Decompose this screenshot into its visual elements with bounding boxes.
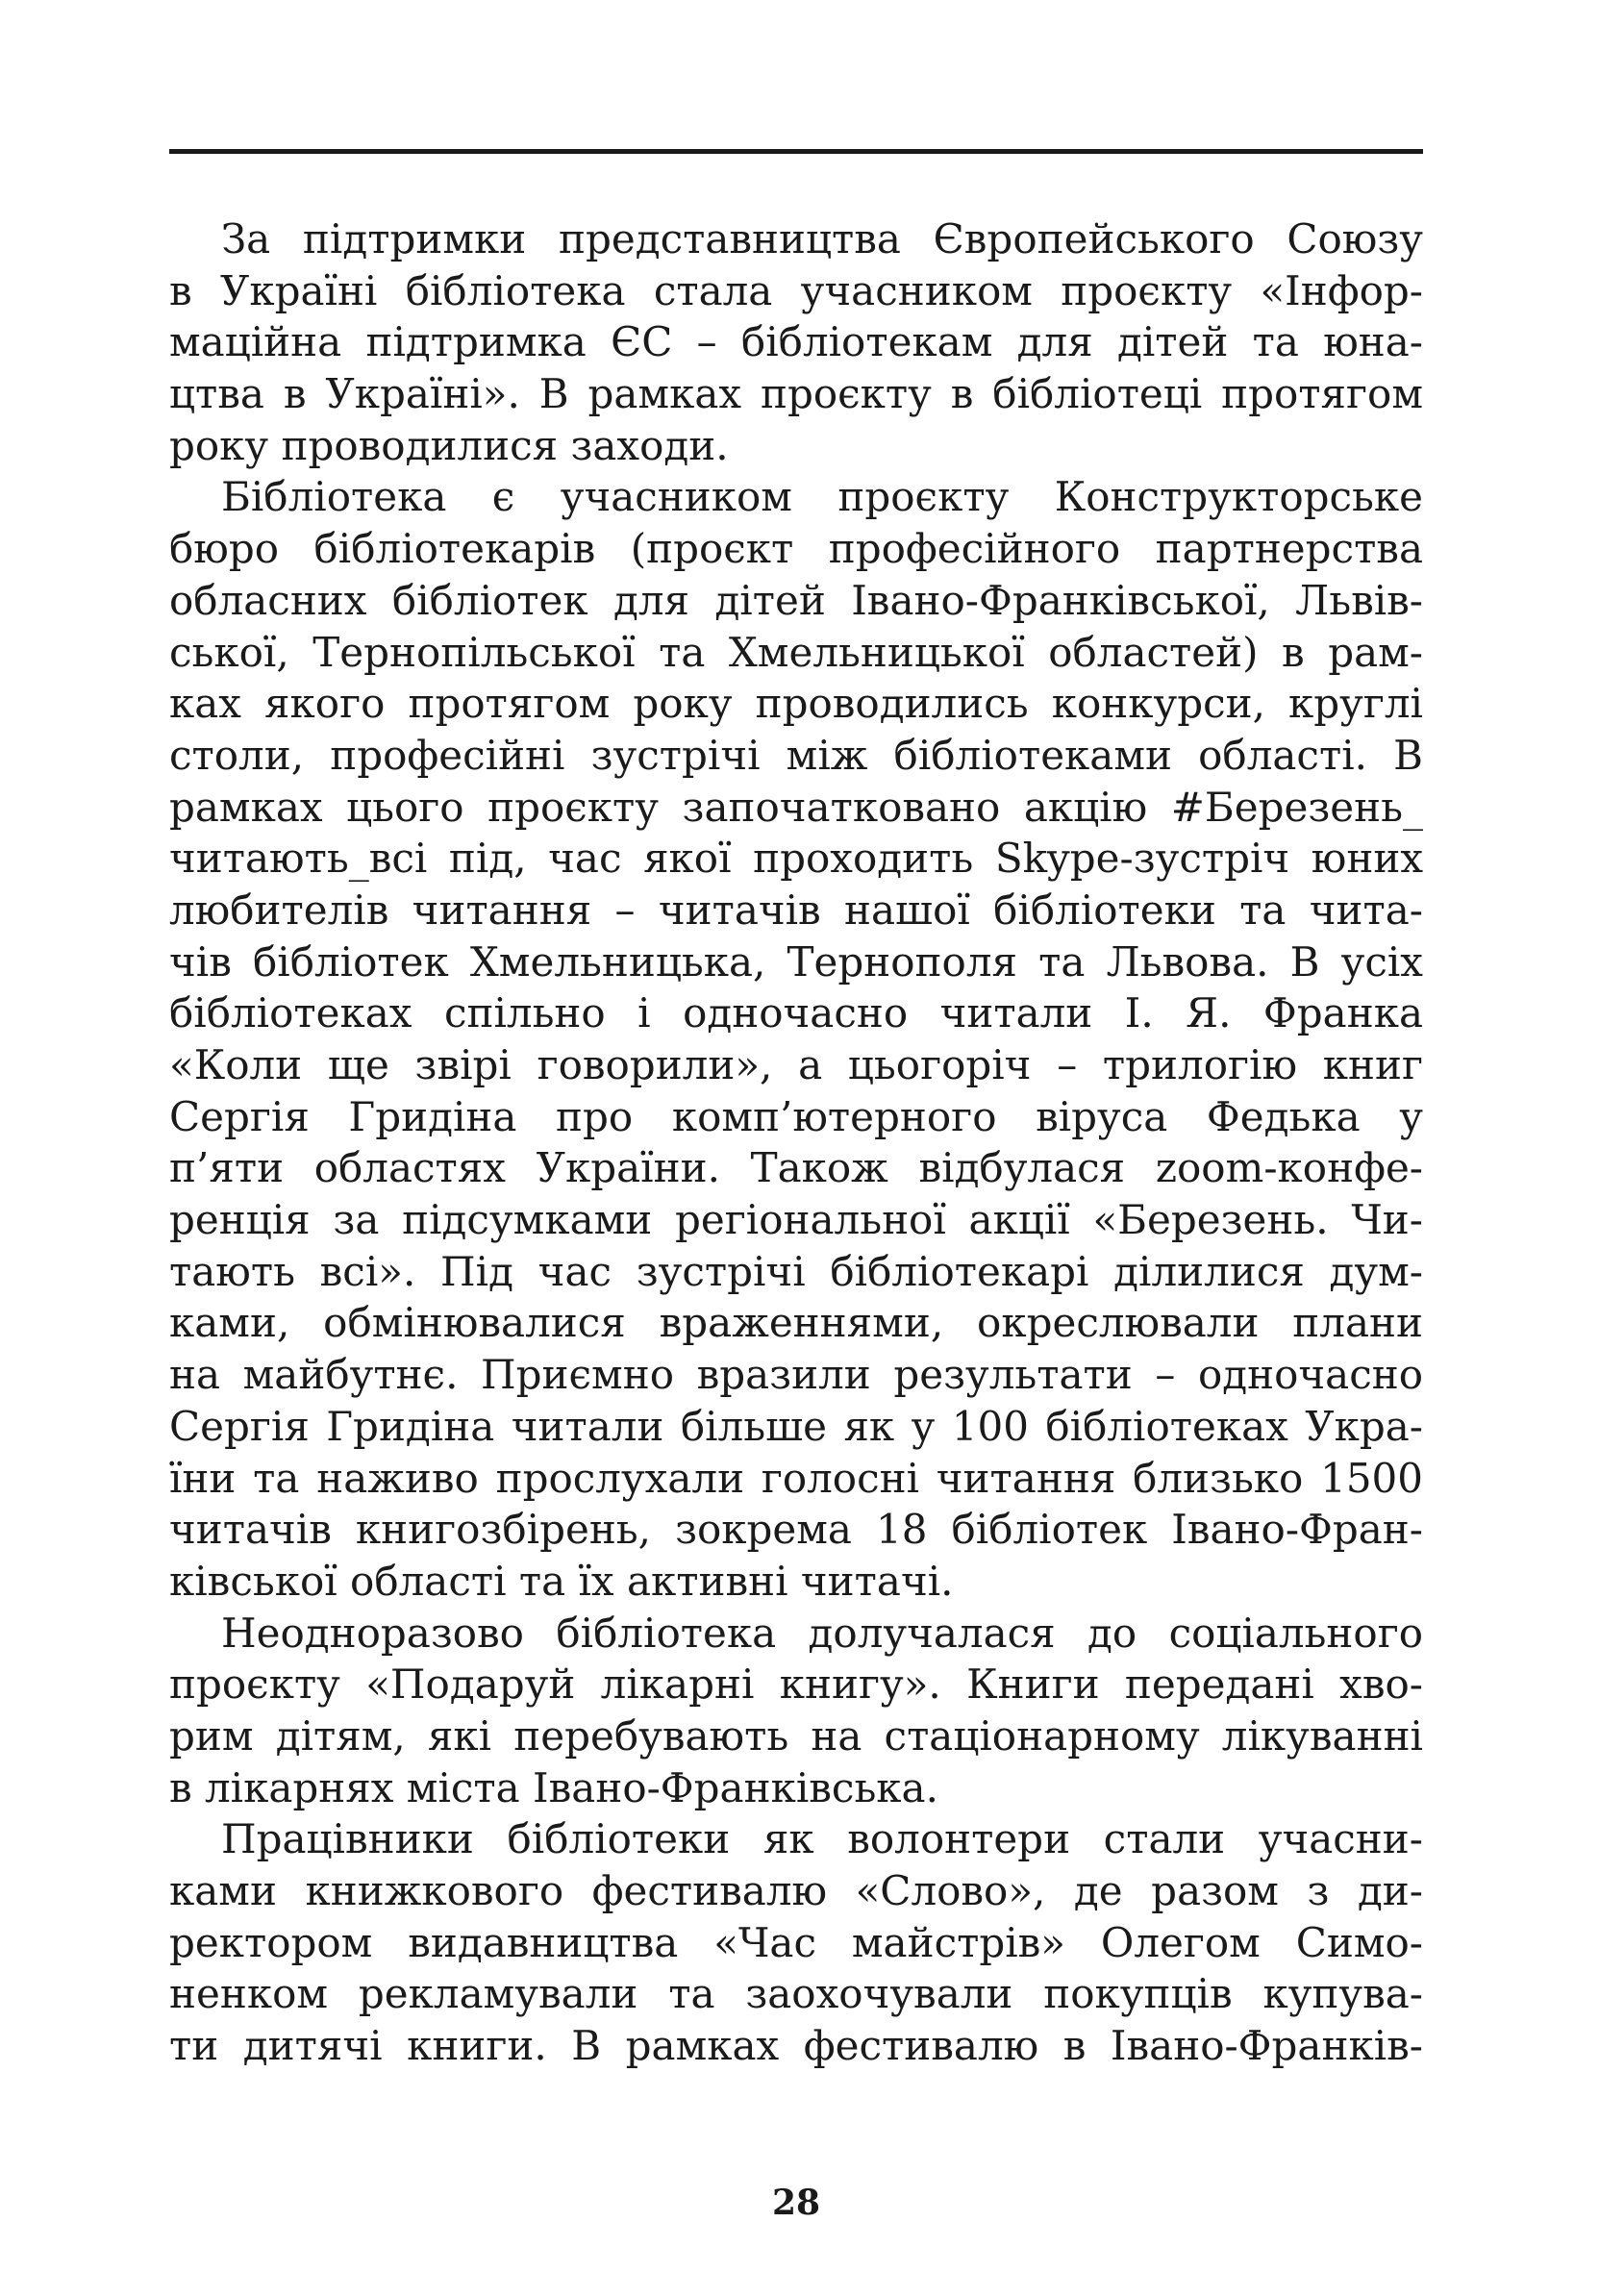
body-text	[169, 213, 1423, 2072]
text-line: на майбутнє. Приємно вразили результати – одночасно	[169, 1351, 1423, 1399]
text-line: любителів читання – читачів нашої бібліотеки та чита-	[169, 886, 1423, 934]
text-line: ської, Тернопільської та Хмельницької областей) в рам-	[169, 628, 1423, 676]
text-line: читачів книгозбірень, зокрема 18 бібліотек Івано-Фран-	[169, 1506, 1423, 1554]
text-line: рамках цього проєкту започатковано акцію #Березень_	[169, 783, 1423, 831]
text-line: ренція за підсумками регіональної акції «Березень. Чи-	[169, 1196, 1423, 1244]
text-line: маційна підтримка ЄС – бібліотекам для дітей та юна-	[169, 318, 1423, 366]
text-line: їни та наживо прослухали голосні читання близько 1500	[169, 1454, 1423, 1502]
text-line: ненком рекламували та заохочували покупців купува-	[169, 1970, 1423, 2018]
text-line: рим дітям, які перебувають на стаціонарному лікуванні	[169, 1711, 1423, 1760]
text-line: столи, професійні зустрічі між бібліотеками області. В	[169, 731, 1423, 779]
text-line: бюро бібліотекарів (проєкт професійного партнерства	[169, 525, 1423, 573]
text-line: Сергія Гридіна читали більше як у 100 бібліотеках Укра-	[169, 1402, 1423, 1450]
text-line: року проводилися заходи.	[169, 421, 729, 469]
text-line: обласних бібліотек для дітей Івано-Франківської, Львів-	[169, 576, 1423, 624]
text-line: тають всі». Під час зустрічі бібліотекарі ділилися дум-	[169, 1247, 1423, 1295]
text-line: Працівники бібліотеки як волонтери стали учасни-	[221, 1815, 1423, 1863]
text-line: проєкту «Подаруй лікарні книгу». Книги передані хво-	[169, 1660, 1423, 1709]
text-line: бібліотеках спільно і одночасно читали І. Я. Франка	[169, 989, 1423, 1037]
text-line: За підтримки представництва Європейського Союзу	[221, 215, 1423, 262]
text-line: Сергія Гридіна про комп’ютерного віруса Федька у	[169, 1092, 1423, 1140]
text-line: ках якого протягом року проводились конкурси, круглі	[169, 680, 1423, 728]
page-number: 28	[771, 2183, 821, 2223]
text-line: ками книжкового фестивалю «Слово», де разом з ди-	[169, 1867, 1423, 1914]
text-line: в лікарнях міста Івано-Франківська.	[169, 1763, 938, 1811]
text-line: «Коли ще звірі говорили», а цьогоріч – трилогію книг	[169, 1041, 1423, 1088]
text-line: Бібліотека є учасником проєкту Конструкторське	[221, 473, 1423, 521]
text-line: читають_всі під, час якої проходить Skype-зустріч юних	[169, 835, 1423, 883]
header-rule	[169, 149, 1423, 154]
text-line: п’яти областях України. Також відбулася zoom-конфе-	[169, 1144, 1423, 1192]
text-line: ректором видавництва «Час майстрів» Олегом Симо-	[169, 1918, 1423, 1966]
text-line: чів бібліотек Хмельницька, Тернополя та Львова. В усіх	[169, 937, 1423, 986]
text-line: цтва в Україні». В рамках проєкту в бібліотеці протягом	[169, 370, 1423, 418]
text-line: в Україні бібліотека стала учасником проєкту «Інфор-	[169, 266, 1423, 314]
text-line: ками, обмінювалися враженнями, окреслювали плани	[169, 1299, 1423, 1347]
text-line: ківської області та їх активні читачі.	[169, 1557, 954, 1605]
text-line: ти дитячі книги. В рамках фестивалю в Івано-Франків-	[169, 2022, 1423, 2070]
text-line: Неодноразово бібліотека долучалася до соціального	[221, 1609, 1423, 1657]
